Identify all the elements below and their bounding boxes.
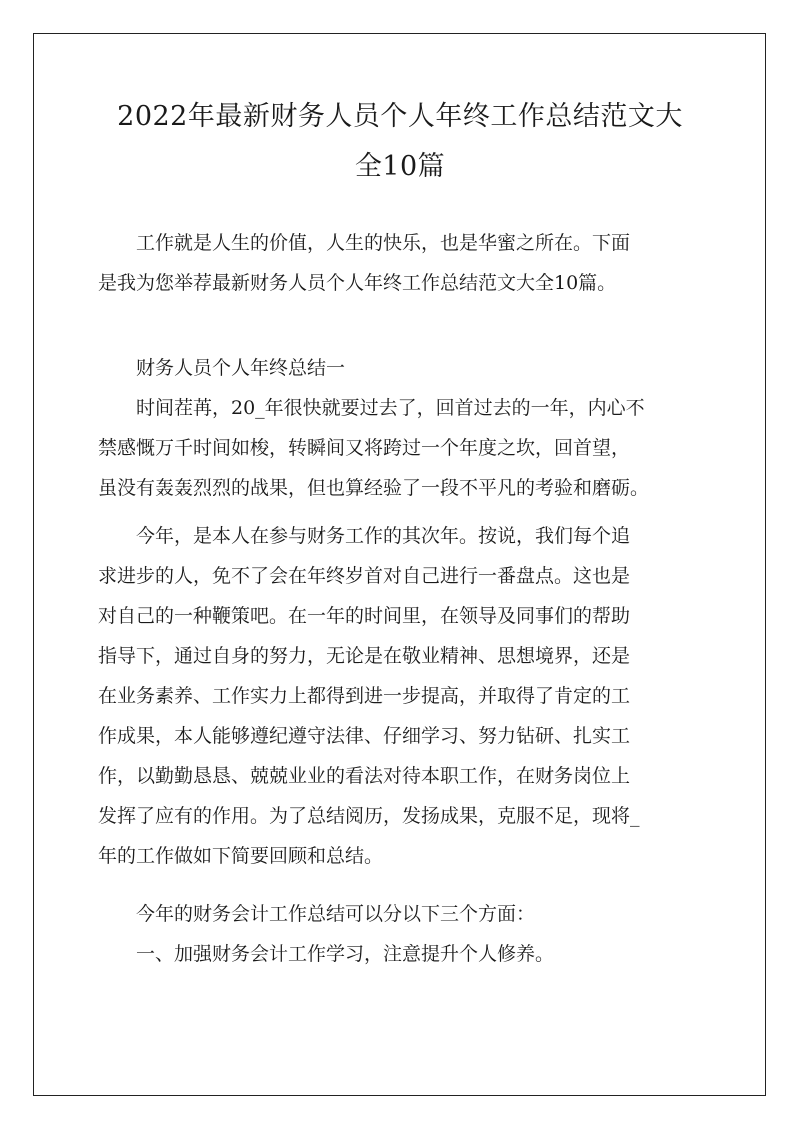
paragraph-line: 今年的财务会计工作总结可以分以下三个方面：	[136, 903, 536, 925]
paragraph-line: 虽没有轰轰烈烈的战果，但也算经验了一段不平凡的考验和磨砺。	[98, 477, 650, 499]
paragraph-4	[98, 934, 710, 974]
section-heading	[98, 348, 710, 388]
paragraph-line: 年的工作做如下简要回顾和总结。	[98, 845, 384, 867]
paragraph-line: 时间茬苒，20_年很快就要过去了，回首过去的一年，内心不	[136, 397, 645, 419]
intro-line: 是我为您举荐最新财务人员个人年终工作总结范文大全10篇。	[98, 272, 617, 294]
paragraph-3	[98, 894, 710, 934]
paragraph-line: 求进步的人，免不了会在年终岁首对自己进行一番盘点。这也是	[98, 565, 631, 587]
paragraph-line: 对自己的一种鞭策吧。在一年的时间里，在领导及同事们的帮助	[98, 605, 631, 627]
title-line-1: 2022年最新财务人员个人年终工作总结范文大	[117, 101, 683, 132]
paragraph-1	[98, 388, 710, 508]
paragraph-line: 作，以勤勤恳恳、兢兢业业的看法对待本职工作，在财务岗位上	[98, 765, 631, 787]
paragraph-2	[98, 516, 710, 876]
intro-paragraph	[98, 223, 710, 303]
paragraph-line: 指导下，通过自身的努力，无论是在敬业精神、思想境界，还是	[98, 645, 631, 667]
paragraph-line: 发挥了应有的作用。为了总结阅历，发扬成果，克服不足，现将_	[98, 805, 640, 827]
paragraph-line: 今年，是本人在参与财务工作的其次年。按说，我们每个追	[136, 525, 631, 547]
title-line-2: 全10篇	[354, 151, 446, 182]
paragraph-line: 作成果，本人能够遵纪遵守法律、仔细学习、努力钻研、扎实工	[98, 725, 631, 747]
section-heading-text: 财务人员个人年终总结一	[136, 357, 346, 379]
document-title	[80, 92, 720, 192]
paragraph-line: 一、加强财务会计工作学习，注意提升个人修养。	[136, 943, 555, 965]
paragraph-line: 在业务素养、工作实力上都得到进一步提高，并取得了肯定的工	[98, 685, 631, 707]
intro-line: 工作就是人生的价值，人生的快乐，也是华蜜之所在。下面	[136, 232, 631, 254]
paragraph-line: 禁感慨万千时间如梭，转瞬间又将跨过一个年度之坎，回首望，	[98, 437, 631, 459]
